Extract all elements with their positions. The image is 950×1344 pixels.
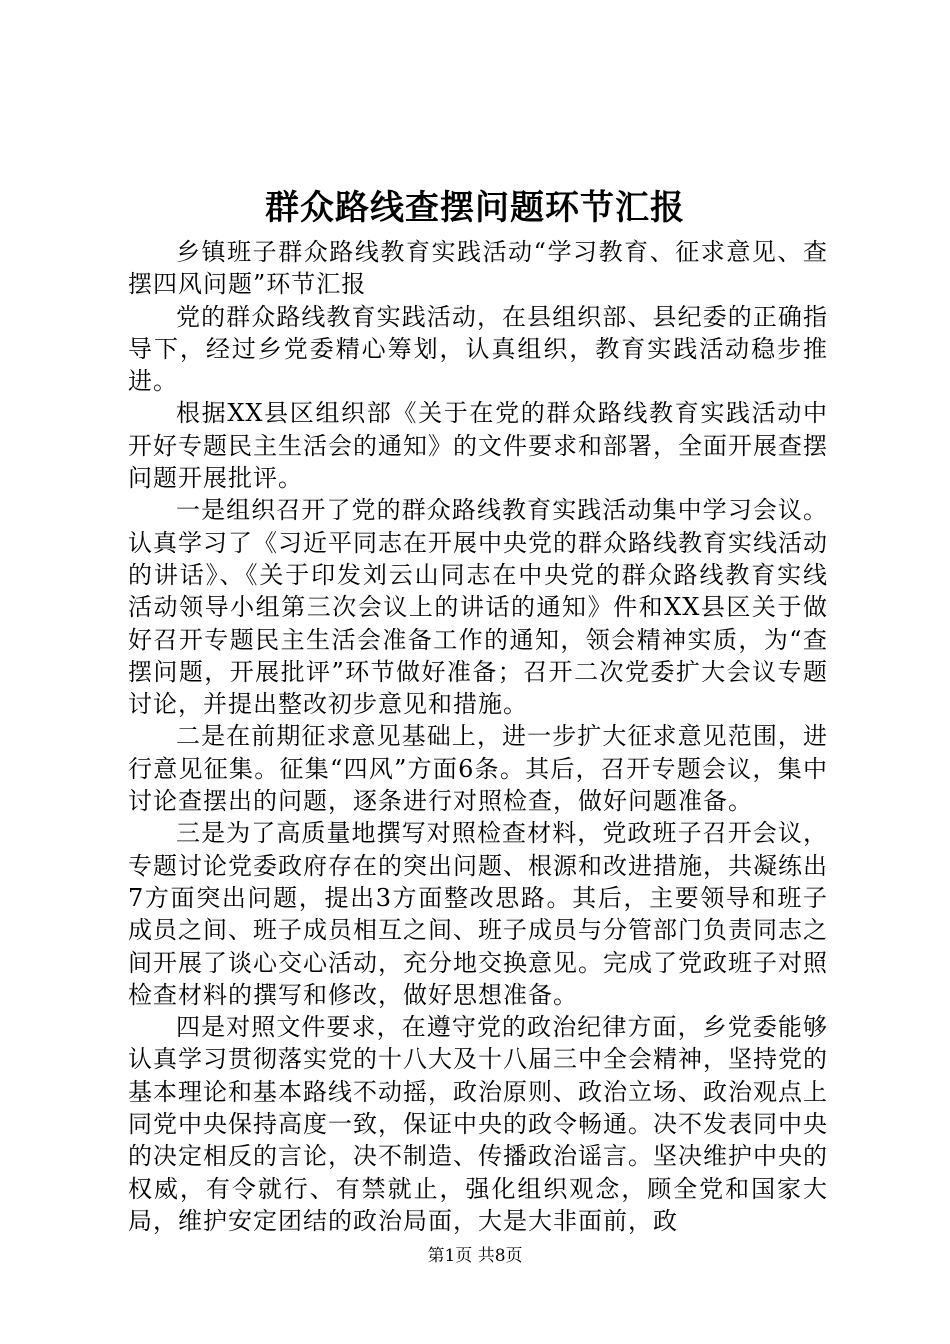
- page-number-footer: 第1页 共8页: [427, 1246, 523, 1266]
- paragraph-report-heading: 乡镇班子群众路线教育实践活动“学习教育、征求意见、查摆四风问题”环节汇报: [128, 238, 828, 299]
- paragraph-item-one: 一是组织召开了党的群众路线教育实践活动集中学习会议。认真学习了《习近平同志在开展中央党的群众路线教育实线活动的讲话》、《关于印发刘云山同志在中央党的群众路线教育实线活动领导小组第三次会议上的讲话的通知》件和XX县区关于做好召开专题民主生活会准备工作的通知，领会精神实质，为“查摆问题，开展批评”环节做好准备；召开二次党委扩大会议专题讨论，并提出整改初步意见和措施。: [128, 496, 828, 719]
- paragraph-intro: 党的群众路线教育实践活动，在县组织部、县纪委的正确指导下，经过乡党委精心筹划，认真组织，教育实践活动稳步推进。: [128, 302, 828, 396]
- paragraph-basis: 根据XX县区组织部《关于在党的群众路线教育实践活动中开好专题民主生活会的通知》的文件要求和部署，全面开展查摆问题开展批评。: [128, 399, 828, 493]
- document-title: 群众路线查摆问题环节汇报: [265, 188, 685, 228]
- paragraph-item-three: 三是为了高质量地撰写对照检查材料，党政班子召开会议，专题讨论党委政府存在的突出问题、根源和改进措施，共凝练出7方面突出问题，提出3方面整改思路。其后，主要领导和班子成员之间、班子成员相互之间、班子成员与分管部门负责同志之间开展了谈心交心活动，充分地交换意见。完成了党政班子对照检查材料的撰写和修改，做好思想准备。: [128, 819, 828, 1009]
- paragraph-item-two: 二是在前期征求意见基础上，进一步扩大征求意见范围，进行意见征集。征集“四风”方面6条。其后，召开专题会议，集中讨论查摆出的问题，逐条进行对照检查，做好问题准备。: [128, 722, 828, 816]
- document-body: [128, 236, 828, 1237]
- paragraph-item-four: 四是对照文件要求，在遵守党的政治纪律方面，乡党委能够认真学习贯彻落实党的十八大及十八届三中全会精神，坚持党的基本理论和基本路线不动摇，政治原则、政治立场、政治观点上同党中央保持高度一致，保证中央的政令畅通。决不发表同中央的决定相反的言论，决不制造、传播政治谣言。坚决维护中央的权威，有令就行、有禁就止，强化组织观念，顾全党和国家大局，维护安定团结的政治局面，大是大非面前，政: [128, 1013, 828, 1235]
